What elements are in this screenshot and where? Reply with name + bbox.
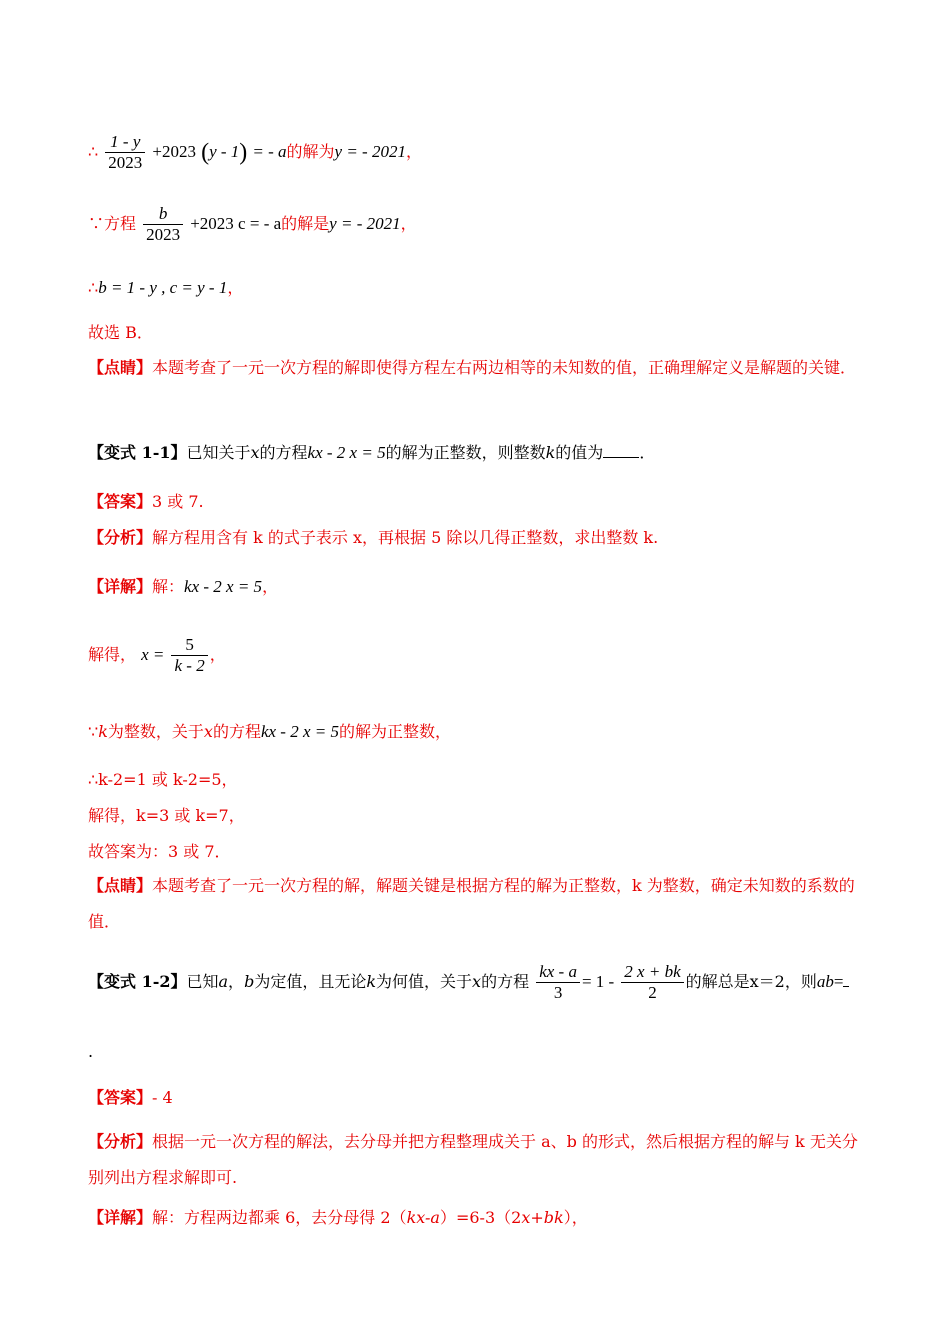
therefore-symbol: ∴ xyxy=(88,278,99,297)
text: 的解为正整数，则整数 xyxy=(385,443,546,462)
text: ，则 xyxy=(784,972,817,991)
text: 的解是 xyxy=(281,214,330,233)
text: 已知关于 xyxy=(186,443,251,462)
var-a: a xyxy=(218,972,229,991)
detail-line-3 xyxy=(88,721,865,743)
math-expression: +2023 xyxy=(152,142,196,161)
text: 的值为 xyxy=(555,443,604,462)
therefore-symbol: ∴ xyxy=(88,142,99,161)
answer-blank xyxy=(843,972,849,987)
answer-blank-dot: . xyxy=(88,1042,94,1061)
var-x: x xyxy=(250,443,260,462)
math-expression: y = - 2021 xyxy=(329,214,401,233)
analysis-tag: 【分析】 xyxy=(88,1132,153,1151)
text: 为何值，关于 xyxy=(376,972,473,991)
comment-text: 本题考查了一元一次方程的解，解题关键是根据方程的解为正整数，k 为整数，确定未知数的系数的值． xyxy=(88,876,855,931)
math-expression: kx - 2 x = 5 xyxy=(260,722,339,741)
variant-1-1-question xyxy=(88,442,865,464)
comment-paragraph-1 xyxy=(88,350,865,386)
fraction-numerator: 2 x + bk xyxy=(621,962,683,983)
analysis-tag: 【分析】 xyxy=(88,528,153,547)
fraction-numerator: 5 xyxy=(171,635,207,656)
math-expression: bk xyxy=(543,1208,564,1227)
math-expression: x＝2 xyxy=(749,972,785,991)
text: 方程 xyxy=(104,214,137,233)
fraction xyxy=(536,962,580,1003)
because-symbol: ∵ xyxy=(88,722,99,741)
fraction-numerator: b xyxy=(143,204,183,225)
text: ， xyxy=(209,645,226,664)
var-x: x xyxy=(472,972,482,991)
text: 的解总是 xyxy=(685,972,750,991)
math-expression: kx - 2 x = 5 xyxy=(307,443,386,462)
text: ． xyxy=(639,443,656,462)
variant-1-2-question xyxy=(88,962,880,1003)
text: ， xyxy=(405,142,422,161)
analysis-text: 根据一元一次方程的解法，去分母并把方程整理成关于 a、b 的形式，然后根据方程的解与 k 无关分别列出方程求解即可. xyxy=(88,1132,858,1187)
detail-line-5: 解得，k=3 或 k=7， xyxy=(88,806,245,825)
var-k: k xyxy=(545,443,556,462)
text: ）=6-3（2 xyxy=(439,1208,522,1227)
fraction-denominator: 2023 xyxy=(146,225,181,244)
text: 的方程 xyxy=(259,443,308,462)
because-symbol: ∵ xyxy=(88,214,105,233)
answer-line-2 xyxy=(88,1087,865,1109)
fraction xyxy=(621,962,683,1003)
text: 的方程 xyxy=(212,722,261,741)
math-expression: = 1 - xyxy=(581,972,615,991)
answer-tag: 【答案】 xyxy=(88,1088,153,1107)
answer-tag: 【答案】 xyxy=(88,492,153,511)
choice-line: 故选 B． xyxy=(88,323,153,342)
fraction-numerator: 1 - y xyxy=(105,132,145,153)
math-expression: = xyxy=(833,972,844,991)
comment-tag: 【点睛】 xyxy=(88,876,153,895)
text: ， xyxy=(262,577,279,596)
math-expression: = - a xyxy=(252,142,287,161)
text: ， xyxy=(228,972,245,991)
detail-line-6: 故答案为：3 或 7． xyxy=(88,842,231,861)
fraction xyxy=(105,132,145,173)
fraction-denominator: 2023 xyxy=(108,153,143,172)
math-expression: ab xyxy=(816,972,834,991)
fraction-denominator: 2 xyxy=(648,983,657,1002)
text: 已知 xyxy=(186,972,219,991)
comment-paragraph-2 xyxy=(88,868,865,940)
text: 为整数，关于 xyxy=(107,722,204,741)
answer-blank xyxy=(603,443,639,458)
analysis-text: 解方程用含有 k 的式子表示 x，再根据 5 除以几得正整数，求出整数 k. xyxy=(152,528,659,547)
text: 的方程 xyxy=(481,972,530,991)
variant-tag: 【变式 1-2】 xyxy=(88,972,187,991)
answer-text: 3 或 7. xyxy=(152,492,204,511)
text: 解： xyxy=(152,577,185,596)
text: 的解为正整数， xyxy=(338,722,451,741)
text: ）， xyxy=(563,1208,588,1227)
variant-tag: 【变式 1-1】 xyxy=(88,443,187,462)
comment-tag: 【点睛】 xyxy=(88,358,153,377)
detail-tag: 【详解】 xyxy=(88,577,153,596)
math-expression: kx-a xyxy=(406,1208,440,1227)
solution-line-2 xyxy=(88,204,865,245)
text: 的解为 xyxy=(286,142,335,161)
analysis-line-1 xyxy=(88,527,865,549)
detail-tag: 【详解】 xyxy=(88,1208,153,1227)
math-expression: y - 1 xyxy=(209,142,240,161)
detail-line-1 xyxy=(88,576,865,598)
fraction xyxy=(143,204,183,245)
left-paren: ( xyxy=(201,139,210,166)
comment-text: 本题考查了一元一次方程的解即使得方程左右两边相等的未知数的值，正确理解定义是解题的关键． xyxy=(152,358,857,377)
detail-line-7 xyxy=(88,1207,865,1229)
math-expression: x = xyxy=(141,645,165,664)
text: 为定值，且无论 xyxy=(254,972,367,991)
text: ， xyxy=(227,278,244,297)
answer-text: - 4 xyxy=(152,1088,173,1107)
math-expression: y = - 2021 xyxy=(334,142,406,161)
var-k: k xyxy=(98,722,108,741)
math-expression: +2023 c = - a xyxy=(190,214,282,233)
text: 解：方程两边都乘 6，去分母得 2（ xyxy=(152,1208,407,1227)
right-paren: ) xyxy=(239,139,248,166)
text: ， xyxy=(400,214,417,233)
text: + xyxy=(530,1208,544,1227)
text: 解得， xyxy=(88,645,137,664)
fraction xyxy=(171,635,207,676)
detail-line-4: ∴k-2=1 或 k-2=5， xyxy=(88,770,238,789)
var-x: x xyxy=(203,722,213,741)
fraction-denominator: k - 2 xyxy=(174,656,205,675)
var-k: k xyxy=(366,972,377,991)
solution-line-3 xyxy=(88,277,865,299)
analysis-paragraph-2 xyxy=(88,1124,865,1196)
fraction-numerator: kx - a xyxy=(536,962,580,983)
detail-line-2 xyxy=(88,635,865,676)
fraction-denominator: 3 xyxy=(553,983,563,1002)
math-expression: b = 1 - y , c = y - 1 xyxy=(98,278,228,297)
var-b: b xyxy=(244,972,255,991)
math-expression: x xyxy=(521,1208,531,1227)
solution-line-1 xyxy=(88,132,865,173)
math-expression: kx - 2 x = 5 xyxy=(184,577,263,596)
answer-line-1 xyxy=(88,491,865,513)
